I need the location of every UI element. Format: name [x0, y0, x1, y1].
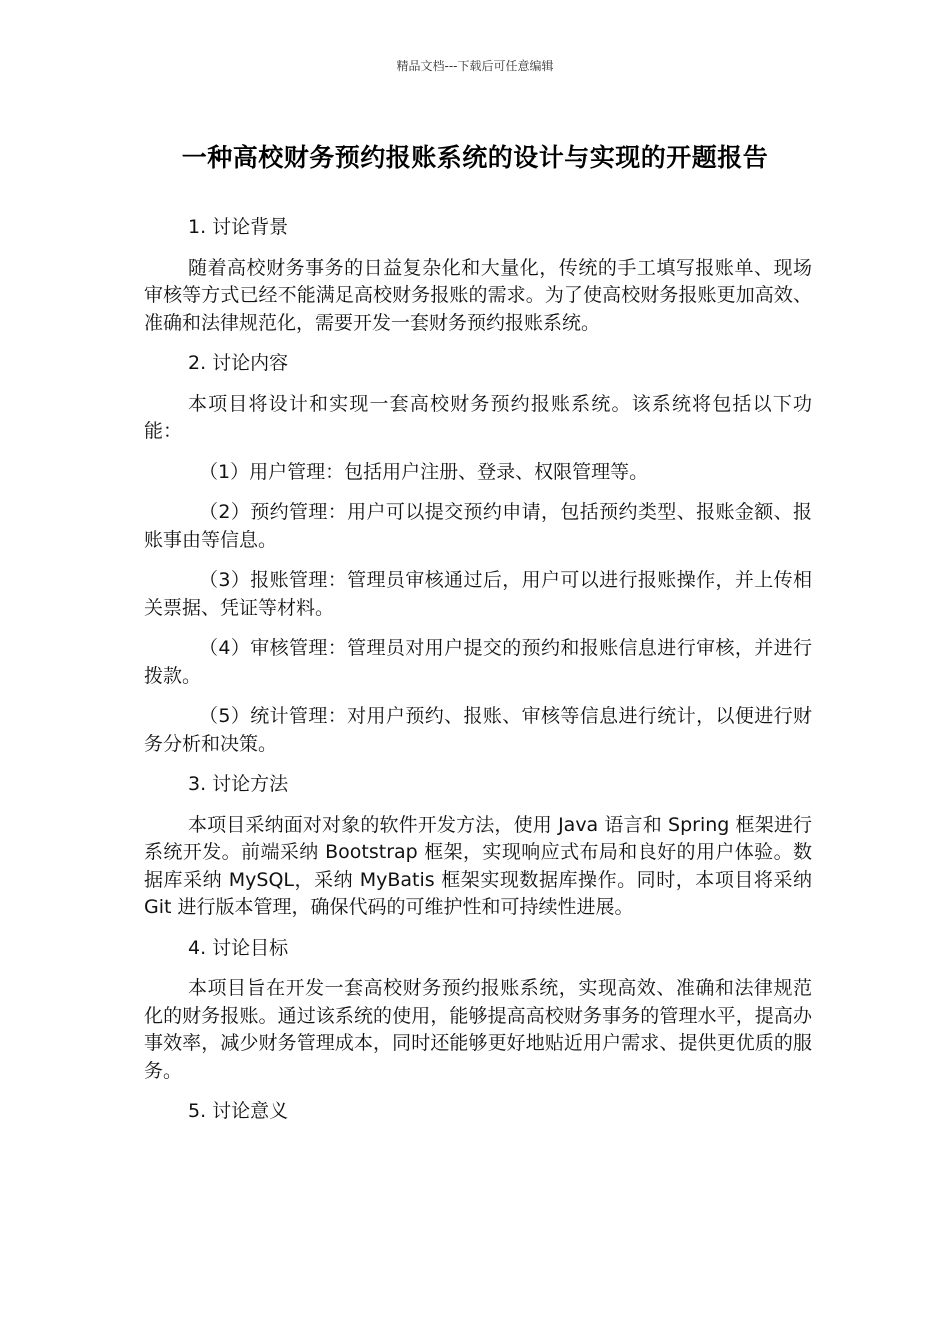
- section-heading-background: 1. 讨论背景: [188, 216, 289, 238]
- feature-item-statistics-management: （5）统计管理：对用户预约、报账、审核等信息进行统计，以便进行财务分析和决策。: [144, 705, 812, 755]
- document-title: 一种高校财务预约报账系统的设计与实现的开题报告: [181, 143, 769, 172]
- feature-item-user-management: （1）用户管理：包括用户注册、登录、权限管理等。: [199, 460, 649, 483]
- feature-item-reimbursement-management: （3）报账管理：管理员审核通过后，用户可以进行报账操作，并上传相关票据、凭证等材料。: [144, 569, 812, 619]
- section-heading-content: 2. 讨论内容: [188, 352, 289, 374]
- background-paragraph: 随着高校财务事务的日益复杂化和大量化，传统的手工填写报账单、现场审核等方式已经不能满足高校财务报账的需求。为了使高校财务报账更加高效、准确和法律规范化，需要开发一套财务预约报账系统。: [144, 256, 812, 334]
- method-paragraph: 本项目采纳面对对象的软件开发方法，使用 Java 语言和 Spring 框架进行系统开发。前端采纳 Bootstrap 框架，实现响应式布局和良好的用户体验。数据库采纳 MySQL，采纳 MyBatis 框架实现数据库操作。同时，本项目将采纳 Git 进行版本管理，确保代码的可维护性和可持续性进展。: [144, 813, 812, 918]
- goal-paragraph: 本项目旨在开发一套高校财务预约报账系统，实现高效、准确和法律规范化的财务报账。通过该系统的使用，能够提高高校财务事务的管理水平，提高办事效率，减少财务管理成本，同时还能够更好地贴近用户需求、提供更优质的服务。: [144, 977, 812, 1082]
- feature-item-audit-management: （4）审核管理：管理员对用户提交的预约和报账信息进行审核，并进行拨款。: [144, 637, 812, 687]
- page-header: 精品文档---下载后可任意编辑: [396, 59, 554, 73]
- document-body: [144, 214, 812, 1139]
- section-heading-significance: 5. 讨论意义: [188, 1100, 289, 1122]
- content-intro-paragraph: 本项目将设计和实现一套高校财务预约报账系统。该系统将包括以下功能：: [144, 392, 812, 442]
- section-heading-method: 3. 讨论方法: [188, 773, 289, 795]
- section-heading-goal: 4. 讨论目标: [188, 936, 289, 959]
- feature-item-booking-management: （2）预约管理：用户可以提交预约申请，包括预约类型、报账金额、报账事由等信息。: [144, 501, 812, 551]
